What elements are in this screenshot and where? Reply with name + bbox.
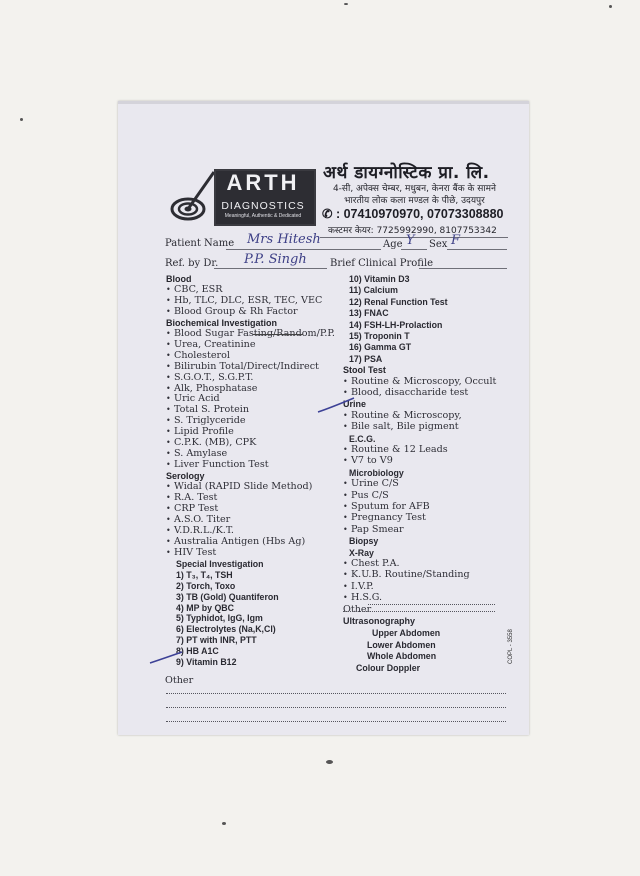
age-line: [401, 249, 427, 250]
sex-line: [447, 249, 507, 250]
left-item: • Alk, Phosphatase: [166, 384, 257, 394]
right-item: Microbiology: [349, 467, 404, 478]
paper-speck: [20, 118, 23, 121]
logo-subtitle: DIAGNOSTICS: [221, 200, 305, 212]
left-item: • S.G.O.T., S.G.P.T.: [166, 373, 253, 383]
left-item: Blood: [166, 274, 192, 284]
left-item: • Blood Sugar Fasting/Random/P.P.: [166, 329, 335, 339]
left-item: Biochemical Investigation: [166, 317, 278, 328]
patient-name-value: Mrs Hitesh: [247, 232, 321, 247]
sex-label: Sex: [429, 239, 448, 250]
left-item: • Uric Acid: [166, 394, 220, 404]
ultrasonography-item: Lower Abdomen: [367, 639, 436, 650]
paper-speck: [222, 822, 226, 825]
right-item: Other: [343, 603, 372, 615]
right-item: X-Ray: [349, 547, 374, 558]
left-item: Special Investigation: [176, 558, 264, 569]
paper-speck: [344, 3, 348, 5]
right-item: • Routine & Microscopy, Occult: [343, 377, 496, 387]
patient-name-label: Patient Name: [165, 238, 235, 249]
other-label: Other: [165, 675, 194, 686]
left-item: • Urea, Creatinine: [166, 340, 256, 350]
left-item: • V.D.R.L./K.T.: [166, 526, 234, 536]
right-item: 16) Gamma GT: [349, 342, 412, 353]
address-line-1: 4-सी, अपेक्स चेम्बर, मधुबन, केनरा बैंक के सामने: [332, 184, 497, 194]
left-item: • C.P.K. (MB), CPK: [166, 438, 256, 448]
left-item: • R.A. Test: [166, 493, 217, 503]
right-item: • Bile salt, Bile pigment: [343, 422, 459, 432]
right-item: • Sputum for AFB: [343, 502, 430, 512]
clinical-profile-label: Brief Clinical Profile: [330, 258, 434, 269]
sex-value: F: [451, 233, 461, 248]
left-item: • Australia Antigen (Hbs Ag): [166, 537, 305, 547]
left-item: • CBC, ESR: [166, 285, 222, 295]
right-item: 17) PSA: [349, 353, 383, 364]
other-line-3: [166, 721, 506, 722]
age-label: Age: [383, 239, 403, 250]
ultrasonography-item: Whole Abdomen: [367, 651, 437, 661]
left-item: 3) TB (Gold) Quantiferon: [176, 591, 279, 602]
left-item: 4) MP by QBC: [176, 602, 235, 613]
right-item: • Blood, disaccharide test: [343, 388, 468, 398]
patient-name-line: [226, 249, 381, 250]
right-item: • Pus C/S: [343, 491, 389, 501]
left-item: • Total S. Protein: [166, 405, 249, 415]
right-item: 11) Calcium: [349, 285, 398, 296]
hba1c-tick-mark: [148, 650, 184, 666]
left-item: 9) Vitamin B12: [176, 657, 237, 668]
ref-doctor-label: Ref. by Dr.: [165, 258, 219, 269]
customer-care: कस्टमर केयर: 7725992990, 8107753342: [328, 226, 497, 236]
ultrasonography-item: Upper Abdomen: [372, 628, 441, 638]
xray-other-line: [368, 604, 495, 605]
urine-tick-mark: [316, 396, 356, 416]
left-item: 5) Typhidot, IgG, Igm: [176, 613, 263, 624]
left-item: 1) T₃, T₄, TSH: [176, 569, 233, 580]
right-item: • V7 to V9: [343, 456, 393, 466]
left-item: • Liver Function Test: [166, 460, 269, 470]
right-item: E.C.G.: [349, 433, 376, 444]
left-item: • S. Triglyceride: [166, 416, 246, 426]
right-item: 13) FNAC: [349, 308, 389, 319]
logo-wordmark: ARTH: [226, 170, 300, 195]
other-line-1: [166, 693, 506, 694]
paper-speck: [609, 5, 612, 8]
right-item: 15) Troponin T: [349, 331, 410, 341]
strike-random-pp: [253, 334, 303, 335]
address-line-2: भारतीय लोक कला मण्डल के पीछे, उदयपुर: [344, 196, 485, 206]
left-item: • Lipid Profile: [166, 427, 234, 437]
left-item: • S. Amylase: [166, 449, 227, 459]
age-value: Y: [406, 233, 415, 248]
form-code: COPL - 3558: [508, 629, 514, 664]
right-item: • Routine & Microscopy,: [343, 411, 462, 421]
left-item: 6) Electrolytes (Na,K,Cl): [176, 624, 276, 635]
ref-doctor-value: P.P. Singh: [244, 252, 307, 267]
left-item: • Hb, TLC, DLC, ESR, TEC, VEC: [166, 296, 322, 306]
xray-other-line-2: [343, 611, 495, 612]
right-item: • Urine C/S: [343, 479, 399, 489]
right-item: • Routine & 12 Leads: [343, 445, 448, 455]
left-item: • Widal (RAPID Slide Method): [166, 482, 312, 492]
left-item: • A.S.O. Titer: [166, 515, 230, 525]
clinical-profile-line: [419, 268, 507, 269]
left-item: 8) HB A1C: [176, 646, 219, 657]
left-item: 2) Torch, Toxo: [176, 580, 236, 591]
right-item: • I.V.P.: [343, 582, 374, 592]
left-item: Serology: [166, 471, 205, 482]
logo-swirl-icon: [166, 170, 218, 225]
right-item: • K.U.B. Routine/Standing: [343, 570, 470, 580]
ref-doctor-line: [214, 268, 327, 269]
right-item: • Pregnancy Test: [343, 513, 426, 523]
right-item: 12) Renal Function Test: [349, 296, 448, 307]
lab-name-hindi: अर्थ डायग्नोस्टिक प्रा. लि.: [323, 163, 490, 183]
left-item: • Bilirubin Total/Direct/Indirect: [166, 362, 319, 372]
left-item: • HIV Test: [166, 548, 216, 558]
right-item: Stool Test: [343, 365, 386, 376]
right-item: 14) FSH-LH-Prolaction: [349, 319, 443, 330]
other-line-2: [166, 707, 506, 708]
right-item: • H.S.G.: [343, 593, 382, 603]
ultrasonography-title: Ultrasonography: [343, 616, 416, 626]
phone-numbers: ✆ : 07410970970, 07073308880: [322, 207, 504, 221]
paper-speck: [326, 760, 333, 764]
right-item: • Pap Smear: [343, 525, 404, 535]
right-item: 10) Vitamin D3: [349, 274, 410, 284]
left-item: • Cholesterol: [166, 351, 230, 361]
logo-tagline: Meaningful, Authentic & Dedicated: [224, 213, 302, 219]
left-item: • CRP Test: [166, 504, 218, 514]
right-item: Urine: [343, 399, 367, 410]
right-item: Biopsy: [349, 536, 379, 547]
left-item: • Blood Group & Rh Factor: [166, 307, 298, 317]
right-item: • Chest P.A.: [343, 559, 400, 569]
ultrasonography-item: Colour Doppler: [356, 662, 421, 673]
left-item: 7) PT with INR, PTT: [176, 635, 257, 646]
